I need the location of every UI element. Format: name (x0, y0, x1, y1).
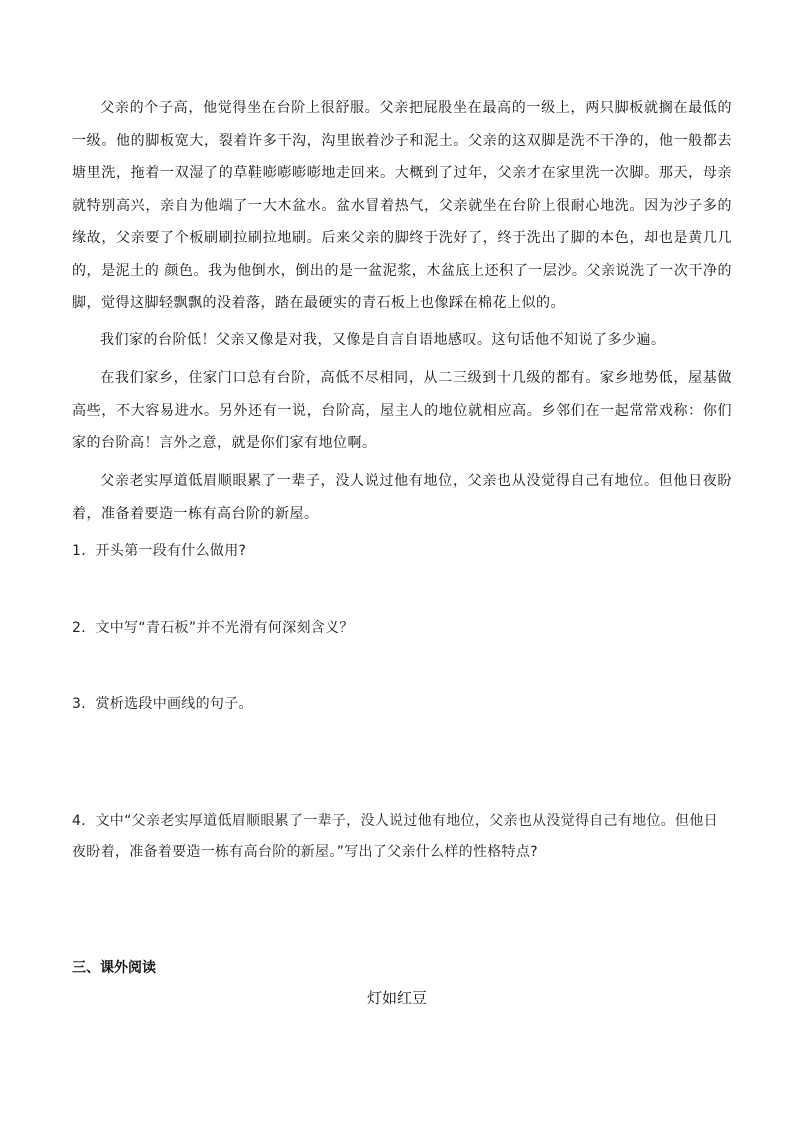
reading-title: 灯如红豆 (366, 989, 427, 1007)
question-3: 3．赏析选段中画线的句子。 (72, 696, 253, 712)
passage-paragraph-2 (72, 324, 732, 357)
question-4: 4．文中“父亲老实厚道低眉顺眼累了一辈子，没人说过他有地位，父亲也从没觉得自己有地位。但他日夜盼着，准备着要造一栋有高台阶的新屋。”写出了父亲什么样的性格特点? (72, 813, 718, 860)
passage-paragraph-1-text: 父亲的个子高，他觉得坐在台阶上很舒服。父亲把屁股坐在最高的一级上，两只脚板就搁在最低的一级。他的脚板宽大，裂着许多干沟，沟里嵌着沙子和泥土。父亲的这双脚是洗不干净的，他一般都去塘里洗，拖着一双湿了的草鞋嘭嘭嘭嘭地走回来。大概到了过年，父亲才在家里洗一次脚。那天，母亲就特别高兴，亲自为他端了一大木盆水。盆水冒着热气，父亲就坐在台阶上很耐心地洗。因为沙子多的缘故，父亲要了个板刷刷拉刷拉地刷。后来父亲的脚终于洗好了，终于洗出了脚的本色，却也是黄几几的，是泥土的 颜色。我为他倒水，倒出的是一盆泥浆，木盆底上还积了一层沙。父亲说洗了一次干净的脚，觉得这脚轻飘飘的没着落，踏在最硬实的青石板上也像踩在棉花上似的。 (72, 100, 732, 311)
passage-paragraph-1 (72, 92, 732, 320)
passage-paragraph-2-text: 我们家的台阶低！父亲又像是对我，又像是自言自语地感叹。这句话他不知说了多少遍。 (100, 332, 666, 348)
passage-paragraph-3 (72, 362, 732, 460)
passage-paragraph-4 (72, 465, 732, 530)
section-heading: 三、课外阅读 (72, 960, 156, 976)
passage-paragraph-4-text: 父亲老实厚道低眉顺眼累了一辈子，没人说过他有地位，父亲也从没觉得自己有地位。但他日夜盼着，准备着要造一栋有高台阶的新屋。 (72, 473, 732, 522)
passage-paragraph-3-text: 在我们家乡，住家门口总有台阶，高低不尽相同，从二三级到十几级的都有。家乡地势低，屋基做高些，不大容易进水。另外还有一说，台阶高，屋主人的地位就相应高。乡邻们在一起常常戏称：你们家的台阶高！言外之意，就是你们家有地位啊。 (72, 370, 732, 451)
question-1: 1．开头第一段有什么做用? (72, 543, 247, 559)
question-2: 2．文中写“青石板”并不光滑有何深刻含义？ (72, 620, 354, 636)
